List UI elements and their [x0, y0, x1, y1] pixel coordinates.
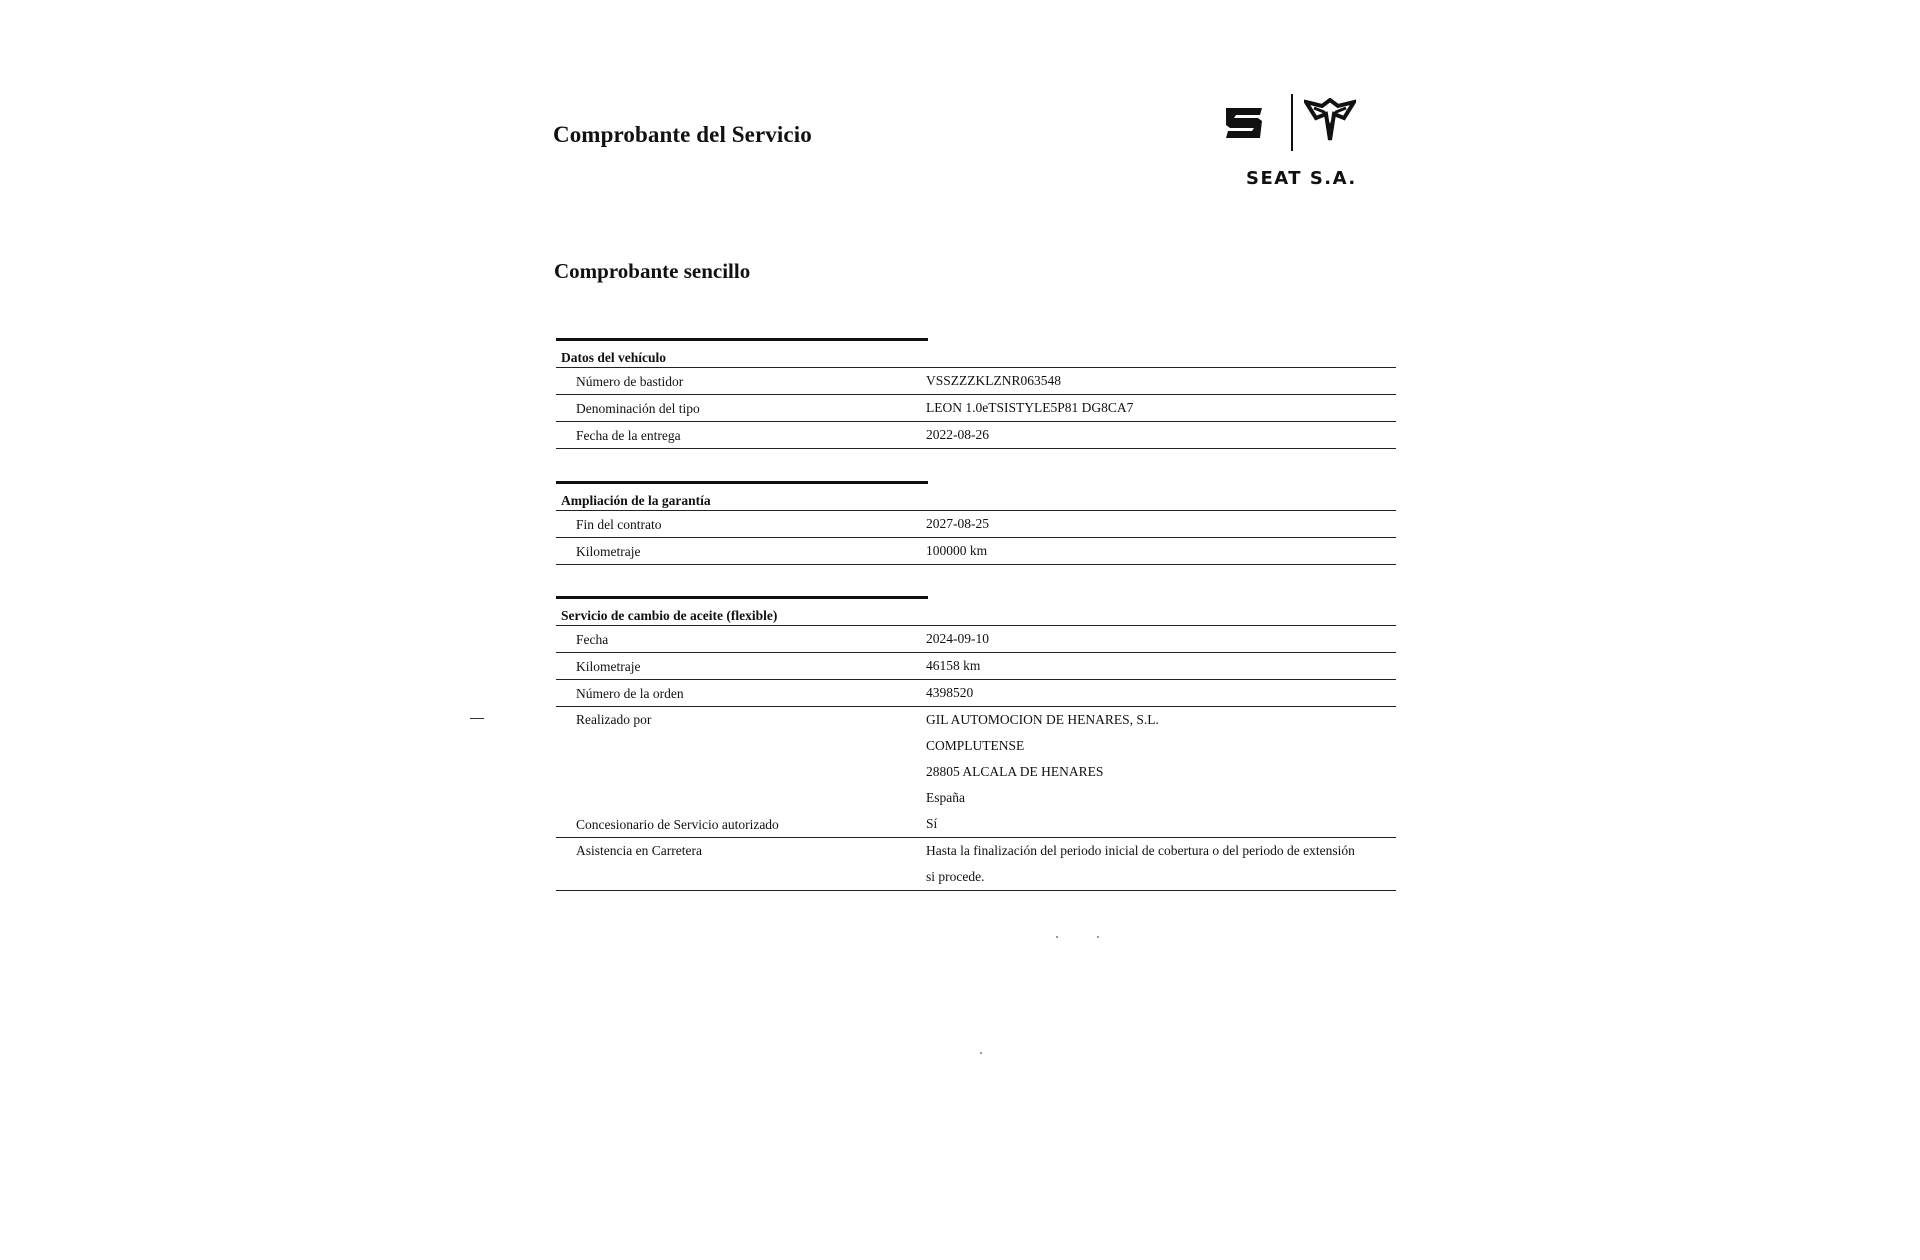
row-value: 100000 km	[926, 543, 988, 558]
scan-speck	[1097, 936, 1099, 938]
row-label: Kilometraje	[576, 659, 641, 674]
table-row	[556, 653, 1396, 680]
row-label: Realizado por	[576, 712, 652, 727]
seat-logo-icon	[1224, 106, 1264, 140]
row-value: Sí	[926, 816, 938, 831]
row-value: 4398520	[926, 685, 974, 700]
row-value: VSSZZZKLZNR063548	[926, 373, 1061, 388]
table-row	[556, 368, 1396, 395]
scan-mark	[470, 718, 484, 719]
row-value	[926, 707, 1396, 811]
table-row	[556, 838, 1396, 891]
document-subtitle: Comprobante sencillo	[554, 259, 751, 283]
address-line: GIL AUTOMOCION DE HENARES, S.L.	[926, 712, 1159, 727]
value-line: si procede.	[926, 869, 985, 884]
value-line: Hasta la finalización del periodo inicial de cobertura o del periodo de extensión	[926, 843, 1355, 858]
scan-speck	[1056, 936, 1058, 938]
row-label: Número de la orden	[576, 686, 684, 701]
table-row	[556, 395, 1396, 422]
row-value: 2022-08-26	[926, 427, 989, 442]
row-value	[926, 838, 1396, 890]
row-value: 2024-09-10	[926, 631, 989, 646]
table-row	[556, 680, 1396, 707]
row-label: Fecha	[576, 632, 609, 647]
table-row	[556, 707, 1396, 811]
row-label: Número de bastidor	[576, 374, 684, 389]
row-value: 46158 km	[926, 658, 981, 673]
row-label: Fin del contrato	[576, 517, 662, 532]
page-title: Comprobante del Servicio	[553, 122, 812, 147]
scan-speck	[980, 1052, 982, 1054]
address-line: 28805 ALCALA DE HENARES	[926, 764, 1104, 779]
brand-text: SEAT S.A.	[1246, 168, 1357, 189]
section-warranty-extension	[556, 481, 1396, 565]
section-oil-change-service	[556, 596, 1396, 891]
address-line: COMPLUTENSE	[926, 738, 1025, 753]
address-line: España	[926, 790, 965, 805]
row-value: 2027-08-25	[926, 516, 989, 531]
section-vehicle-data	[556, 338, 1396, 449]
section-title: Datos del vehículo	[556, 341, 1396, 368]
row-value: LEON 1.0eTSISTYLE5P81 DG8CA7	[926, 400, 1134, 415]
table-row	[556, 626, 1396, 653]
row-label: Kilometraje	[576, 544, 641, 559]
logo-divider	[1291, 94, 1293, 151]
section-title: Servicio de cambio de aceite (flexible)	[556, 599, 1396, 626]
row-label: Fecha de la entrega	[576, 428, 681, 443]
table-row	[556, 511, 1396, 538]
seat-cupra-logo	[1220, 92, 1370, 192]
row-label: Asistencia en Carretera	[576, 843, 702, 858]
section-title: Ampliación de la garantía	[556, 484, 1396, 511]
table-row	[556, 811, 1396, 838]
table-row	[556, 422, 1396, 449]
row-label: Concesionario de Servicio autorizado	[576, 817, 779, 832]
cupra-logo-icon	[1304, 98, 1356, 142]
row-label: Denominación del tipo	[576, 401, 700, 416]
table-row	[556, 538, 1396, 565]
